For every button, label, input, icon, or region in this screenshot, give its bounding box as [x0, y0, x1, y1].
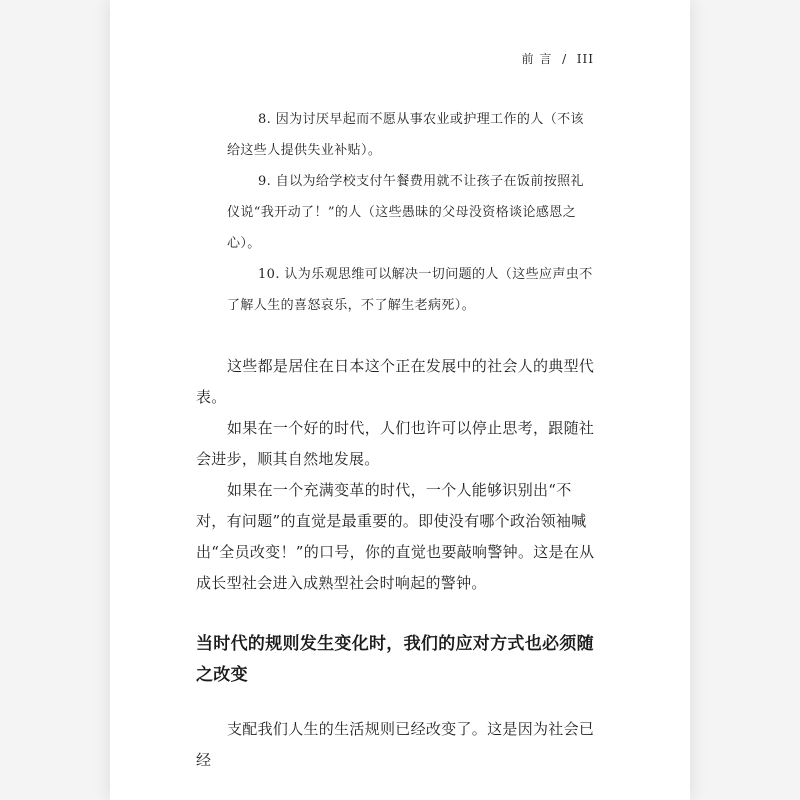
body-paragraph-1: 这些都是居住在日本这个正在发展中的社会人的典型代表。 — [196, 357, 595, 406]
list-item-10: 10. 认为乐观思维可以解决一切问题的人（这些应声虫不了解人生的喜怒哀乐，不了解生老病死）。 — [227, 267, 593, 313]
body-paragraph-2: 如果在一个好的时代，人们也许可以停止思考，跟随社会进步，顺其自然地发展。 — [196, 419, 595, 468]
body-paragraph-3: 如果在一个充满变革的时代，一个人能够识别出“不对，有问题”的直觉是最重要的。即使没有哪个政治领袖喊出“全员改变！”的口号，你的直觉也要敲响警钟。这是在从成长型社会进入成熟型社会时响起的警钟。 — [196, 481, 595, 592]
list-item-9: 9. 自以为给学校支付午餐费用就不让孩子在饭前按照礼仪说“我开动了！”的人（这些愚昧的父母没资格谈论感恩之心）。 — [227, 174, 584, 251]
book-page — [110, 0, 690, 800]
page-content — [196, 104, 596, 776]
running-head: 前 言 / III — [521, 52, 594, 66]
list-item-8: 8. 因为讨厌早起而不愿从事农业或护理工作的人（不该给这些人提供失业补贴）。 — [227, 112, 584, 158]
section-heading: 当时代的规则发生变化时，我们的应对方式也必须随之改变 — [196, 634, 594, 685]
section-first-paragraph: 支配我们人生的生活规则已经改变了。这是因为社会已经 — [196, 720, 595, 769]
